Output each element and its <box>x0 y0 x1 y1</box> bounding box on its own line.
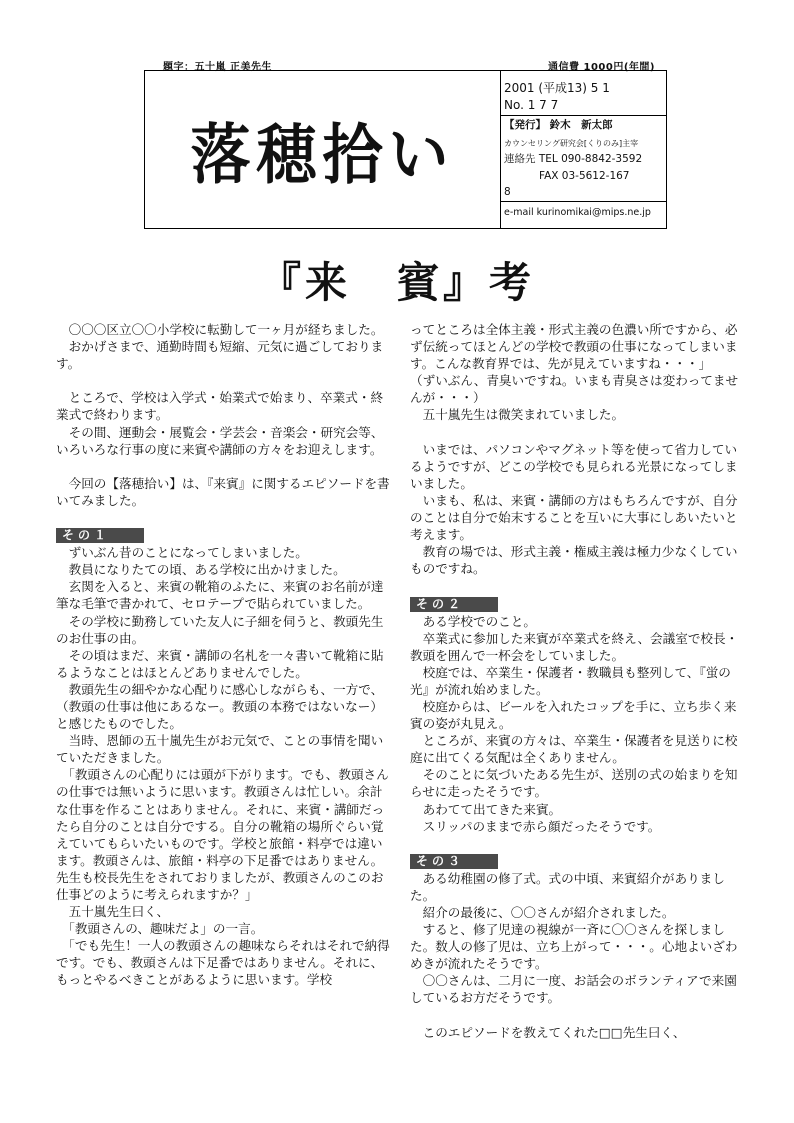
organization: カウンセリング研究会[くりのみ]主宰 <box>504 139 639 148</box>
paragraph: ところが、来賓の方々は、卒業生・保護者を見送りに校庭に出てくる気配は全くありません。 <box>410 733 738 766</box>
paragraph: いまでは、パソコンやマグネット等を使って省力しているようですが、どこの学校でも見られる光景になってしまいました。 <box>410 441 738 491</box>
paragraph: 〇〇〇区立〇〇小学校に転勤して一ヶ月が経ちました。 <box>56 322 384 337</box>
paragraph: 卒業式に参加した来賓が卒業式を終え、会議室で校長・教頭を囲んで一杯会をしていました。 <box>410 630 739 663</box>
masthead <box>144 70 667 229</box>
paragraph: いまも、私は、来賓・講師の方はもちろんですが、自分のことは自分で始末することを互いに大事にしあいたいと考えます。 <box>410 492 738 543</box>
paragraph: すると、修了児達の視線が一斉に〇〇さんを探しました。数人の修了児は、立ち上がって・・・。心地よいざわめきが流れたそうです。 <box>410 922 738 972</box>
contact-fax: FAX 03-5612-167 <box>539 170 630 182</box>
paragraph: 校庭では、卒業生・保護者・教職員も整列して、『蛍の光』が流れ始めました。 <box>410 664 731 697</box>
paragraph: 「でも先生！一人の教頭さんの趣味ならそれはそれで納得です。でも、教頭さんは下足番ではありません。それに、もっとやるべきことがあるように思います。学校 <box>56 938 390 988</box>
paragraph: 五十嵐先生曰く、 <box>56 904 170 920</box>
paragraph: おかげさまで、通勤時間も短縮、元気に過ごしております。 <box>56 339 384 372</box>
paragraph: 「教頭さんの、趣味だよ」の一言。 <box>56 921 264 937</box>
paragraph: （ずいぶん、青臭いですね。いまも青臭さは変わってませんが・・・） <box>410 373 739 406</box>
paragraph: 五十嵐先生は微笑まれていました。 <box>410 407 625 423</box>
paragraph: ところで、学校は入学式・始業式で始まり、卒業式・終業式で終わります。 <box>56 390 384 423</box>
paragraph: 教頭先生の細やかな心配りに感心しながらも、一方で、（教頭の仕事は他にあるなー。教頭の本務ではないなー）と感じたものでした。 <box>56 681 384 732</box>
paragraph: 今回の【落穂拾い】は、『来賓』に関するエピソードを書いてみました。 <box>56 475 390 508</box>
paragraph: ある幼稚園の修了式。式の中頃、来賓紹介がありました。 <box>410 870 725 903</box>
divider <box>501 201 667 202</box>
issue-date: 2001 (平成13) 5 1 <box>504 81 610 95</box>
paragraph: 教育の場では、形式主義・権威主義は極力少なくしていものですね。 <box>410 544 738 577</box>
paragraph: ってところは全体主義・形式主義の色濃い所ですから、必ず伝統ってほとんどの学校で教頭の仕事になってしまいます。こんな教育界では、先が見えていますね・・・」 <box>410 322 738 372</box>
paragraph: そのことに気づいたある先生が、送別の式の始まりを知らせに走ったそうです。 <box>410 767 738 800</box>
article-headline: 『来 賓』考 <box>258 258 535 307</box>
section-heading: その１ <box>56 528 144 543</box>
divider <box>501 115 667 116</box>
paragraph: その学校に勤務していた友人に子細を伺うと、教頭先生のお仕事の由。 <box>56 613 384 646</box>
publisher: 【発行】 鈴木 新太郎 <box>504 119 613 131</box>
newsletter-title: 落穂拾い <box>190 117 455 193</box>
paragraph: あわてて出てきた来賓。 <box>410 801 562 817</box>
paragraph: 当時、恩師の五十嵐先生がお元気で、ことの事情を聞いていただきました。 <box>56 733 384 766</box>
paragraph: スリッパのままで赤ら顔だったそうです。 <box>410 818 661 834</box>
paragraph: 「教頭さんの心配りには頭が下がります。でも、教頭さんの仕事では無いように思います。教頭さんは忙しい。余計な仕事を作ることはありません。それに、来賓・講師だったら自分のことは自分でする。自分の靴箱の場所ぐらい覚えていてもらいたいものです。学校と旅館・料亭では違います。教頭さんは、旅館・料亭の下足番ではありません。先生も校長先生をされておりましたが、教頭さんのこのお仕事どのように考えられますか？」 <box>56 767 389 902</box>
paragraph: ずいぶん昔のことになってしまいました。 <box>56 545 308 561</box>
paragraph: このエピソードを教えてくれた□□先生曰く、 <box>410 1024 686 1040</box>
blank-line <box>56 372 390 389</box>
contact-email: e-mail kurinomikai@mips.ne.jp <box>504 207 651 218</box>
section-heading: その２ <box>410 597 498 612</box>
blank-line <box>410 424 744 441</box>
paragraph: 紹介の最後に、〇〇さんが紹介されました。 <box>410 905 675 920</box>
paragraph: 教員になりたての頃、ある学校に出かけました。 <box>56 562 346 578</box>
contact-fax-cont: 8 <box>504 186 511 198</box>
paragraph: 玄関を入ると、来賓の靴箱のふたに、来賓のお名前が達筆な毛筆で書かれて、セロテープで貼られていました。 <box>56 579 384 612</box>
blank-line <box>56 458 390 475</box>
issue-number: No. 1 7 7 <box>504 98 559 112</box>
subscription-fee: 通信費 1000円(年間) <box>548 62 655 73</box>
paragraph: 〇〇さんは、二月に一度、お話会のボランティアで来園しているお方だそうです。 <box>410 973 737 1006</box>
blank-line <box>410 835 744 852</box>
paragraph: その頃はまだ、来賓・講師の名札を一々書いて靴箱に貼るようなことはほとんどありませんでした。 <box>56 647 384 680</box>
section-heading: その３ <box>410 854 498 869</box>
contact-tel: 連絡先 TEL 090-8842-3592 <box>504 153 643 165</box>
paragraph: ある学校でのこと。 <box>410 613 536 629</box>
blank-line <box>410 577 744 594</box>
calligraphy-credit: 題字：五十嵐 正美先生 <box>163 62 272 73</box>
blank-line <box>56 509 390 526</box>
paragraph: その間、運動会・展覧会・学芸会・音楽会・研究会等、いろいろな行事の度に来賓や講師の方々をお迎えします。 <box>56 424 384 457</box>
article-column-left <box>56 321 390 989</box>
paragraph: 校庭からは、ビールを入れたコップを手に、立ち歩く来賓の姿が丸見え。 <box>410 698 737 732</box>
article-column-right <box>410 321 744 1041</box>
masthead-info <box>500 71 667 228</box>
blank-line <box>410 1007 744 1024</box>
